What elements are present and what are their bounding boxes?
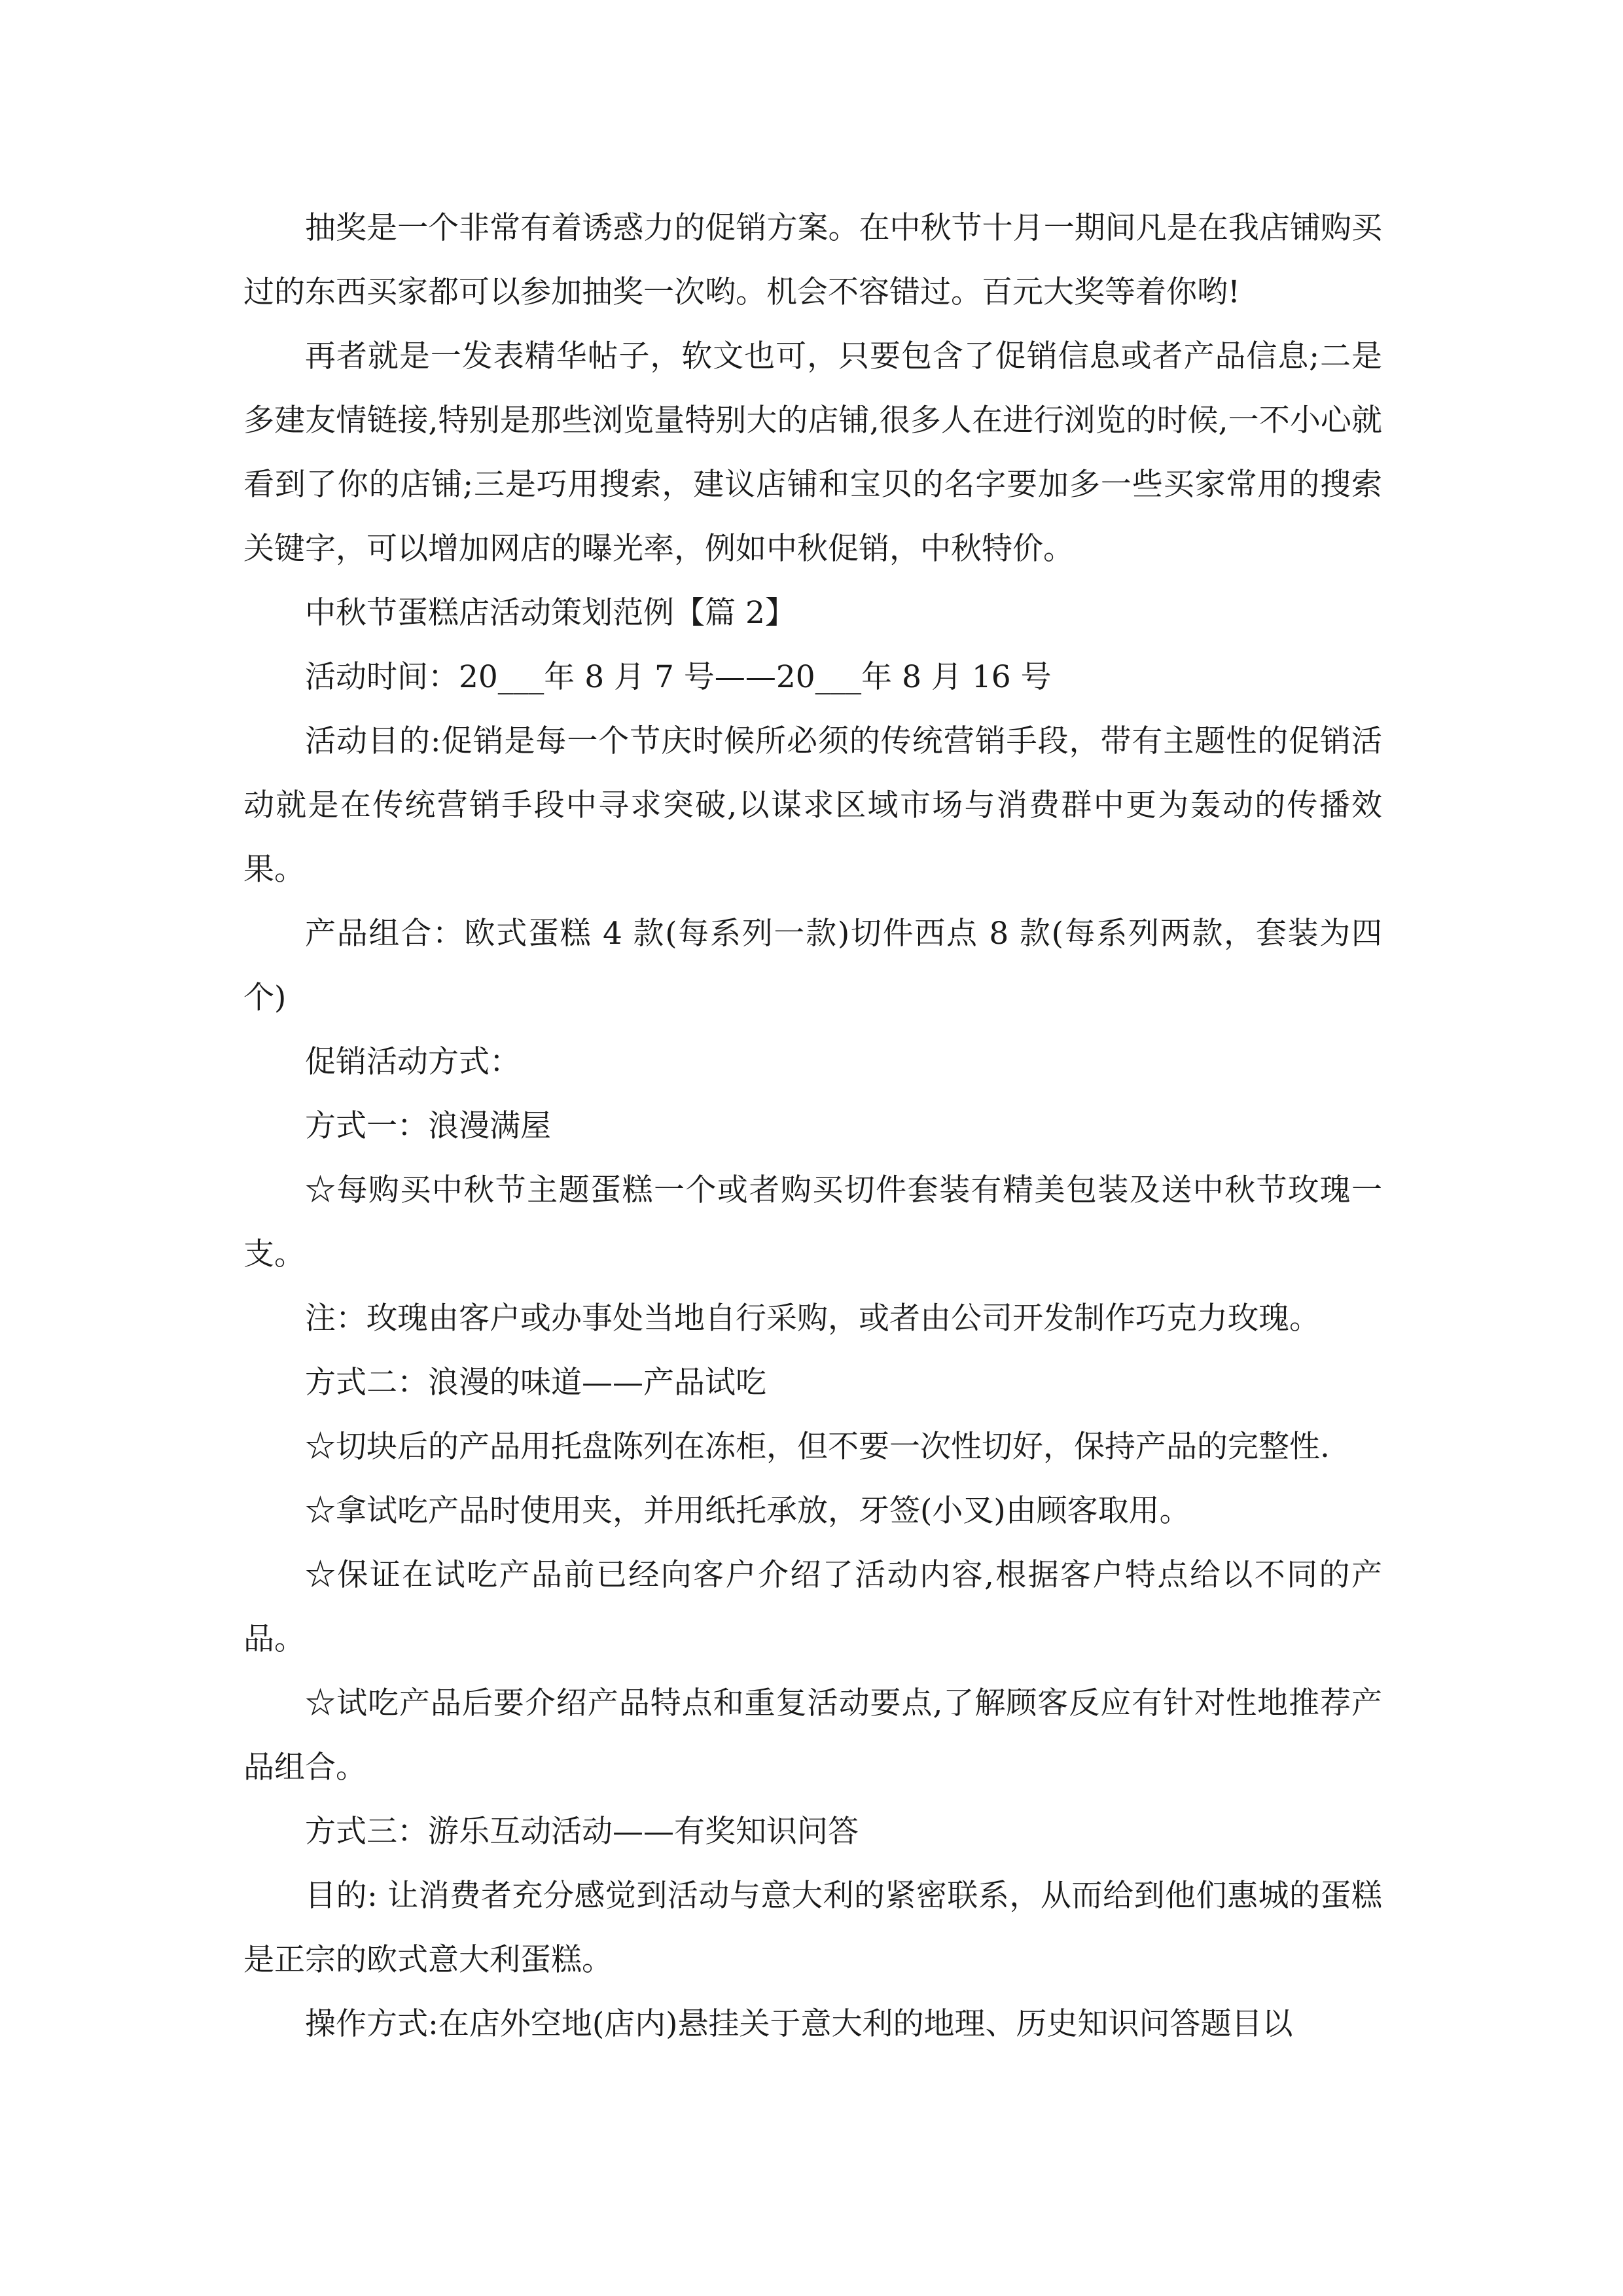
paragraph-lottery: 抽奖是一个非常有着诱惑力的促销方案。在中秋节十月一期间凡是在我店铺购买过的东西买家都可以参加抽奖一次哟。机会不容错过。百元大奖等着你哟! xyxy=(243,210,1382,310)
paragraph-method-one-detail: ☆每购买中秋节主题蛋糕一个或者购买切件套装有精美包装及送中秋节玫瑰一支。 xyxy=(243,1172,1382,1272)
paragraph-tasting-1: ☆切块后的产品用托盘陈列在冻柜，但不要一次性切好，保持产品的完整性. xyxy=(305,1429,1330,1465)
paragraph-method-three-operation: 操作方式:在店外空地(店内)悬挂关于意大利的地理、历史知识问答题目以 xyxy=(305,2006,1293,2042)
paragraph-tasting-2: ☆拿试吃产品时使用夹，并用纸托承放，牙签(小叉)由顾客取用。 xyxy=(305,1493,1190,1529)
paragraph-method-one: 方式一：浪漫满屋 xyxy=(305,1108,551,1144)
paragraph-tasting-4: ☆试吃产品后要介绍产品特点和重复活动要点,了解顾客反应有针对性地推荐产品组合。 xyxy=(243,1685,1382,1785)
paragraph-tasting-3: ☆保证在试吃产品前已经向客户介绍了活动内容,根据客户特点给以不同的产品。 xyxy=(243,1557,1382,1657)
paragraph-note: 注：玫瑰由客户或办事处当地自行采购，或者由公司开发制作巧克力玫瑰。 xyxy=(305,1300,1320,1336)
paragraph-activity-time: 活动时间：20___年 8 月 7 号——20___年 8 月 16 号 xyxy=(305,659,1052,695)
paragraph-product-combination: 产品组合：欧式蛋糕 4 款(每系列一款)切件西点 8 款(每系列两款，套装为四个) xyxy=(243,916,1382,1016)
paragraph-method-three-purpose: 目的: 让消费者充分感觉到活动与意大利的紧密联系，从而给到他们惠城的蛋糕是正宗的欧式意大利蛋糕。 xyxy=(243,1878,1382,1978)
paragraph-promotion-methods-heading: 促销活动方式： xyxy=(305,1044,520,1080)
document-body xyxy=(243,196,1382,2056)
section-heading: 中秋节蛋糕店活动策划范例【篇 2】 xyxy=(305,595,796,631)
paragraph-method-two: 方式二：浪漫的味道——产品试吃 xyxy=(305,1365,766,1401)
paragraph-promotion-methods: 再者就是一发表精华帖子，软文也可，只要包含了促销信息或者产品信息;二是多建友情链接,特别是那些浏览量特别大的店铺,很多人在进行浏览的时候,一不小心就看到了你的店铺;三是巧用搜索，建议店铺和宝贝的名字要加多一些买家常用的搜索关键字，可以增加网店的曝光率，例如中秋促销，中秋特价。 xyxy=(243,338,1382,567)
paragraph-method-three: 方式三：游乐互动活动——有奖知识问答 xyxy=(305,1814,859,1850)
paragraph-activity-purpose: 活动目的:促销是每一个节庆时候所必须的传统营销手段，带有主题性的促销活动就是在传统营销手段中寻求突破,以谋求区域市场与消费群中更为轰动的传播效果。 xyxy=(243,723,1382,888)
